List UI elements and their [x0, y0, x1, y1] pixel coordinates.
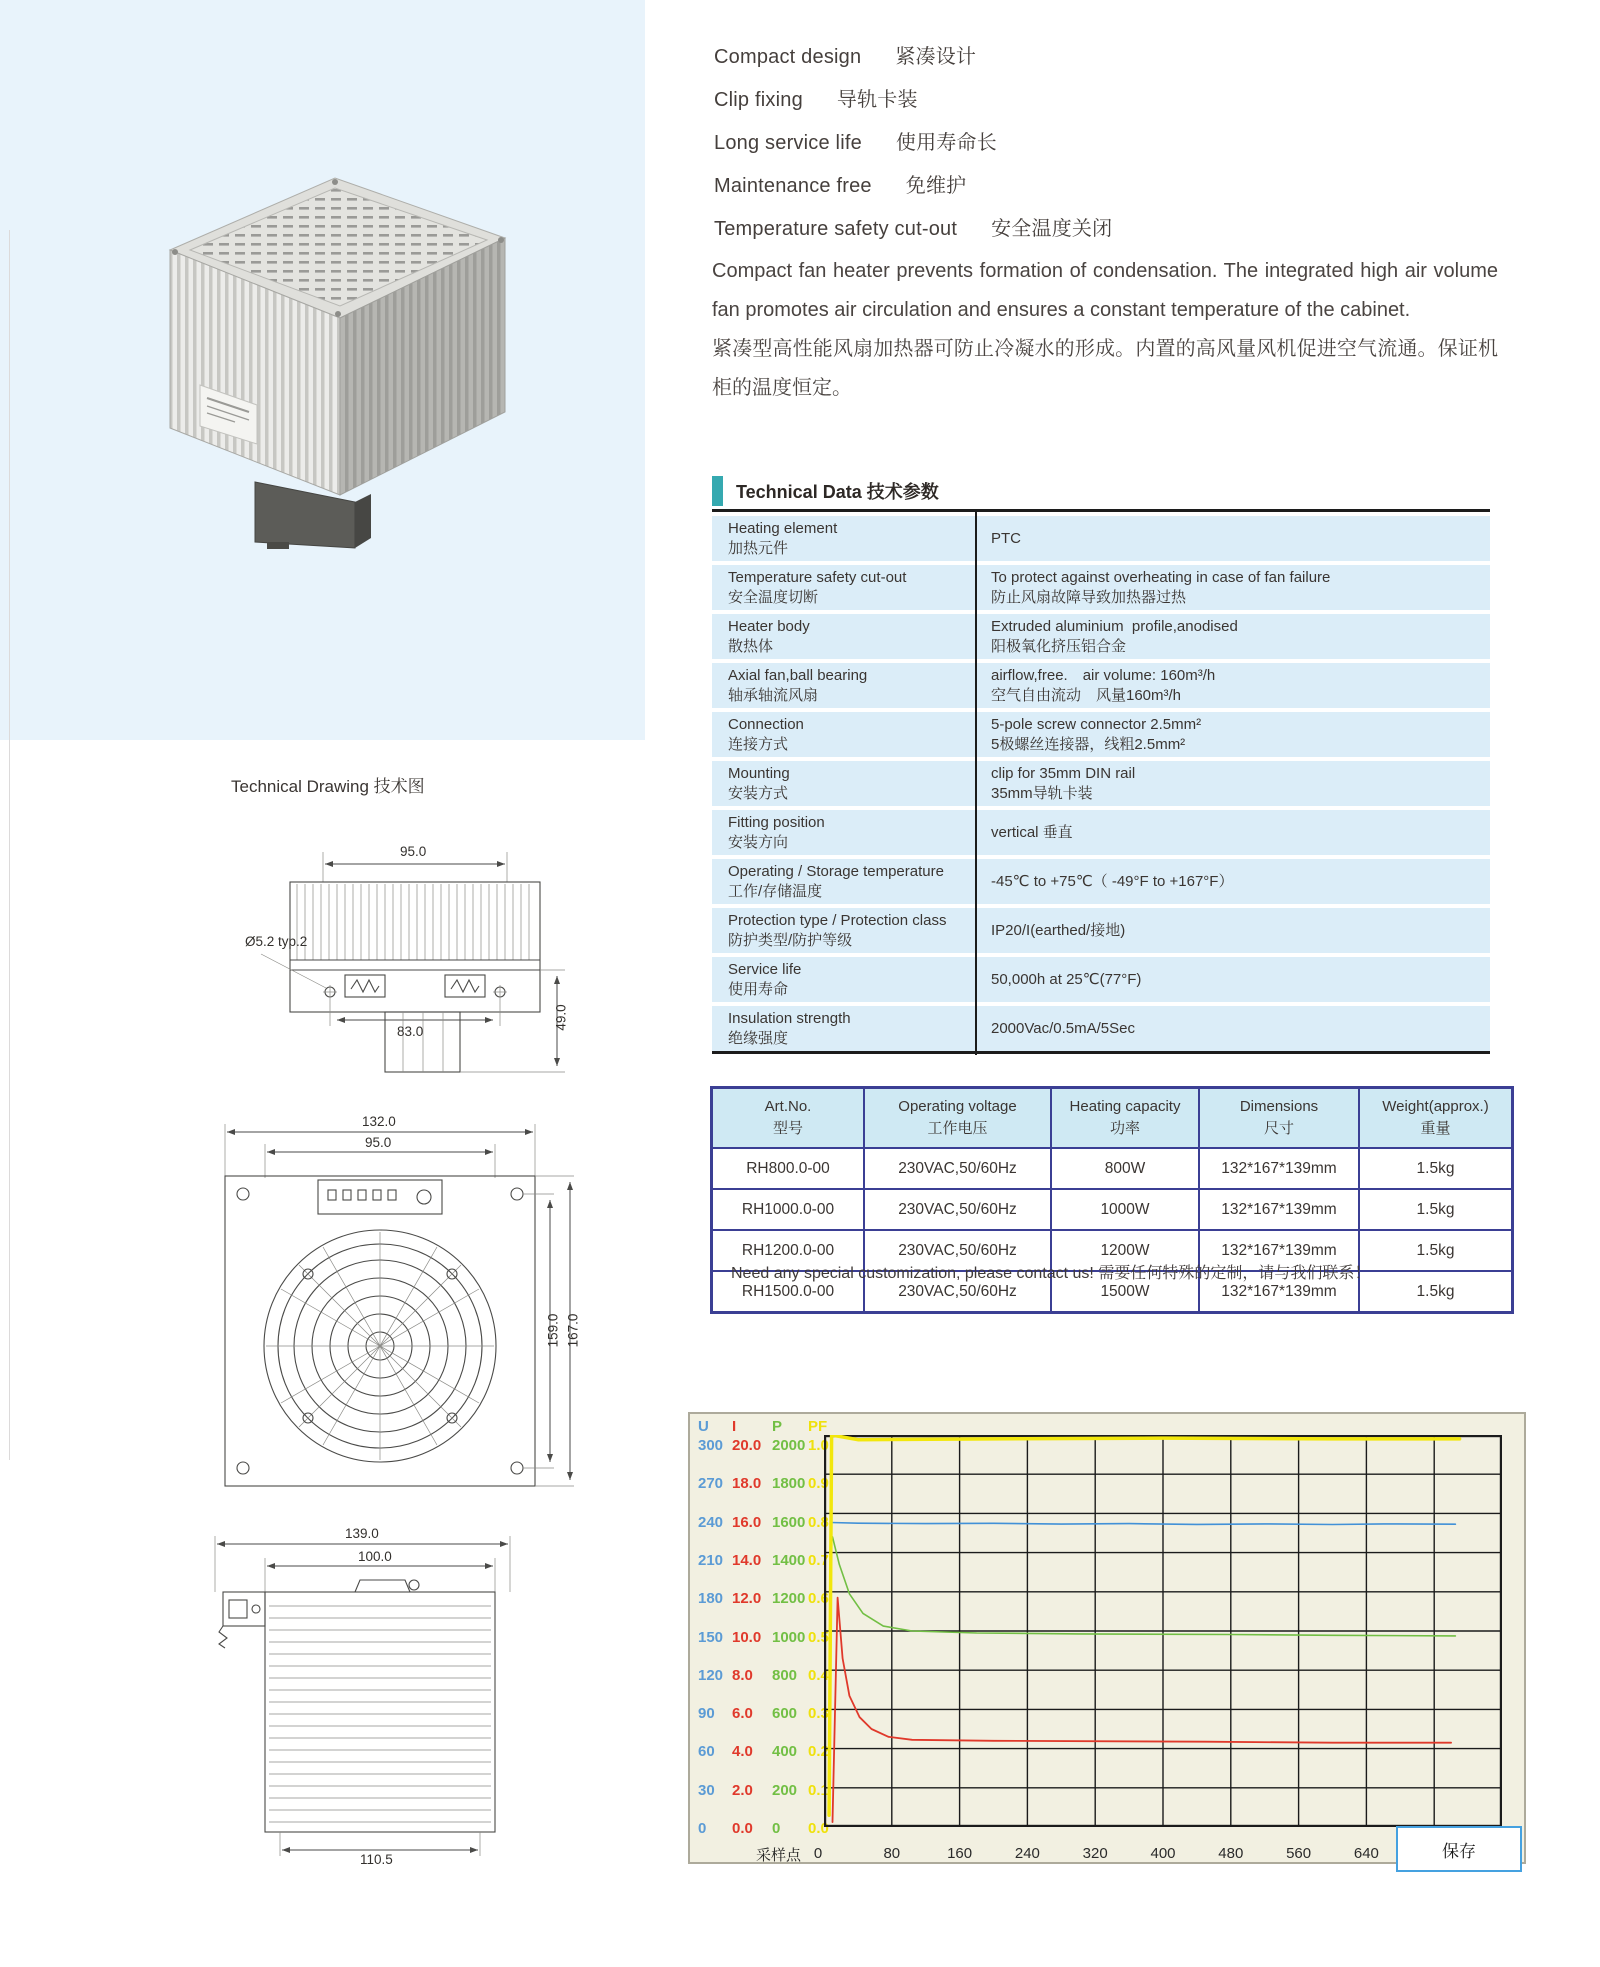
drawing-side-view: [205, 1526, 535, 1870]
tech-value-line: 空气自由流动 风量160m³/h: [991, 686, 1182, 704]
tech-value-line: 5极螺丝连接器，线粗2.5mm²: [991, 735, 1186, 753]
chart-ytick-P: 400: [772, 1743, 798, 1761]
tech-table-row: [712, 859, 1490, 904]
tech-param-line: Heater body: [728, 618, 810, 635]
product-description: [712, 252, 1498, 408]
dim-167: 167.0: [565, 1313, 581, 1348]
chart-xtick: 560: [1286, 1845, 1312, 1862]
product-table-cell: 132*167*139mm: [1199, 1271, 1359, 1313]
tech-value-cell: [975, 614, 1490, 659]
technical-data-title: Technical Data 技术参数: [736, 482, 939, 502]
dim-49: 49.0: [553, 1004, 569, 1031]
header-en: Weight(approx.): [1382, 1098, 1489, 1115]
chart-ytick-PF: 0.6: [808, 1590, 829, 1608]
tech-param-line: Insulation strength: [728, 1010, 851, 1027]
header-en: Heating capacity: [1069, 1098, 1181, 1115]
product-table-cell: RH1500.0-00: [712, 1271, 865, 1313]
tech-table-bottomline: [712, 1051, 1490, 1054]
feature-zh: 免维护: [905, 175, 967, 197]
chart-ytick-I: 0.0: [732, 1820, 753, 1837]
chart-axis-name-U: U: [698, 1418, 709, 1435]
chart-ytick-I: 20.0: [732, 1437, 762, 1454]
save-button[interactable]: 保存: [1396, 1826, 1522, 1872]
dim-132: 132.0: [362, 1114, 396, 1129]
chart-ytick-U: 0: [698, 1820, 707, 1837]
description-zh: 紧凑型高性能风扇加热器可防止冷凝水的形成。内置的高风量风机促进空气流通。保证机柜的温度恒定。: [712, 338, 1498, 399]
product-table-row: [712, 1189, 1513, 1230]
product-table-header: [1199, 1088, 1359, 1149]
chart-ytick-U: 240: [698, 1513, 724, 1531]
chart-ytick-U: 300: [698, 1437, 724, 1454]
tech-param-cell: [712, 565, 975, 610]
tech-value-line: 50,000h at 25℃(77°F): [991, 970, 1142, 988]
tech-table-row: [712, 516, 1490, 561]
product-table-cell: RH800.0-00: [712, 1148, 865, 1189]
tech-value-cell: [975, 663, 1490, 708]
tech-param-line: 防护类型/防护等级: [728, 931, 853, 949]
tech-param-line: 使用寿命: [728, 980, 789, 998]
tech-value-line: 防止风扇故障导致加热器过热: [991, 588, 1187, 606]
tech-param-line: 安全温度切断: [728, 588, 819, 606]
tech-param-cell: [712, 516, 975, 561]
tech-param-line: 工作/存储温度: [728, 882, 823, 900]
drawing-front-view: [210, 1114, 590, 1498]
tech-param-cell: [712, 957, 975, 1002]
tech-value-line: To protect against overheating in case of fan failure: [991, 569, 1331, 586]
dim-95: 95.0: [400, 844, 427, 859]
tech-param-line: Connection: [728, 716, 804, 733]
tech-table-row: [712, 565, 1490, 610]
tech-value-cell: [975, 516, 1490, 561]
chart-xtick: 320: [1082, 1845, 1108, 1862]
product-table-cell: 1.5kg: [1359, 1230, 1513, 1271]
chart-ytick-PF: 0.3: [808, 1705, 829, 1723]
tech-table-row: [712, 810, 1490, 855]
chart-ytick-I: 16.0: [732, 1513, 762, 1531]
tech-param-line: 加热元件: [728, 539, 789, 557]
product-table-cell: 132*167*139mm: [1199, 1230, 1359, 1271]
tech-table-row: [712, 712, 1490, 757]
hole-note: Ø5.2 typ.2: [245, 934, 308, 949]
chart-ytick-PF: 0.9: [808, 1475, 829, 1493]
chart-ytick-I: 6.0: [732, 1705, 753, 1723]
measurement-chart: [688, 1412, 1526, 1864]
chart-ytick-U: 270: [698, 1475, 724, 1493]
chart-xtick: 240: [1014, 1845, 1040, 1862]
chart-ytick-PF: 1.0: [808, 1437, 829, 1454]
chart-ytick-P: 800: [772, 1666, 798, 1684]
tech-param-cell: [712, 859, 975, 904]
chart-ytick-U: 210: [698, 1551, 724, 1569]
chart-series-U: [831, 1523, 1456, 1525]
tech-param-line: Heating element: [728, 520, 838, 537]
dim-95b: 95.0: [365, 1135, 392, 1150]
product-table-cell: 230VAC,50/60Hz: [864, 1230, 1051, 1271]
tech-value-line: 5-pole screw connector 2.5mm²: [991, 716, 1202, 733]
chart-ytick-I: 8.0: [732, 1666, 753, 1684]
drawing-top-view-lines: [245, 842, 585, 1102]
tech-value-cell: [975, 859, 1490, 904]
feature-en: Compact design: [714, 46, 862, 68]
product-table-cell: 230VAC,50/60Hz: [864, 1271, 1051, 1313]
description-en: Compact fan heater prevents formation of condensation. The integrated high air volume fan promotes air circulation and ensures a constant temperature of the cabinet.: [712, 260, 1498, 321]
product-table-cell: RH1200.0-00: [712, 1230, 865, 1271]
feature-en: Maintenance free: [714, 175, 872, 197]
tech-table-divider: [975, 512, 977, 1055]
chart-ytick-U: 30: [698, 1781, 715, 1799]
product-table-header: [1359, 1088, 1513, 1149]
chart-ytick-P: 200: [772, 1781, 798, 1799]
tech-param-line: 连接方式: [728, 735, 789, 753]
tech-param-cell: [712, 1006, 975, 1051]
feature-zh: 使用寿命长: [895, 132, 997, 154]
tech-table-row: [712, 1006, 1490, 1051]
tech-value-cell: [975, 565, 1490, 610]
tech-table-row: [712, 908, 1490, 953]
chart-ytick-U: 120: [698, 1666, 724, 1684]
tech-param-line: 安装方式: [728, 784, 789, 802]
tech-param-line: Service life: [728, 961, 802, 978]
chart-ytick-P: 1800: [772, 1475, 806, 1493]
drawing-front-view-lines: [210, 1118, 590, 1498]
chart-series-PF: [829, 1435, 1460, 1815]
tech-param-cell: [712, 908, 975, 953]
technical-data-header: [712, 476, 939, 506]
product-table-cell: 230VAC,50/60Hz: [864, 1148, 1051, 1189]
chart-axis-name-PF: PF: [808, 1418, 828, 1435]
tech-value-line: vertical 垂直: [991, 823, 1073, 841]
customization-note: Need any special customization, please contact us! 需要任何特殊的定制，请与我们联系！: [731, 1265, 1371, 1282]
photo-panel: [0, 0, 645, 740]
feature-row: [714, 83, 1112, 112]
chart-series-P: [833, 1537, 1456, 1636]
chart-ytick-I: 10.0: [732, 1628, 762, 1646]
tech-value-line: airflow,free. air volume: 160m³/h: [991, 667, 1216, 684]
features-list: [714, 40, 1112, 255]
technical-drawing-title: Technical Drawing 技术图: [231, 777, 425, 796]
chart-ytick-PF: 0.5: [808, 1628, 829, 1646]
chart-ytick-P: 1000: [772, 1628, 806, 1646]
dim-83: 83.0: [397, 1024, 424, 1039]
product-table-header: [864, 1088, 1051, 1149]
chart-ytick-PF: 0.7: [808, 1551, 829, 1569]
tech-table-row: [712, 614, 1490, 659]
chart-ytick-I: 18.0: [732, 1475, 762, 1493]
tech-param-line: Operating / Storage temperature: [728, 863, 944, 880]
drawing-side-view-lines: [205, 1530, 535, 1870]
chart-ytick-U: 60: [698, 1743, 715, 1761]
product-table-cell: 800W: [1051, 1148, 1199, 1189]
header-zh: 功率: [1109, 1120, 1140, 1137]
dim-139: 139.0: [345, 1526, 379, 1541]
tech-param-cell: [712, 810, 975, 855]
tech-param-line: Fitting position: [728, 814, 825, 831]
tech-param-line: 安装方向: [728, 833, 789, 851]
chart-ytick-I: 14.0: [732, 1551, 762, 1569]
technical-data-table: [712, 516, 1490, 1055]
feature-zh: 紧凑设计: [895, 46, 977, 68]
tech-value-line: PTC: [991, 529, 1021, 547]
product-table-cell: 132*167*139mm: [1199, 1189, 1359, 1230]
chart-ytick-PF: 0.4: [808, 1666, 829, 1684]
tech-value-line: -45℃ to +75℃（ -49°F to +167°F）: [991, 872, 1234, 890]
feature-row: [714, 126, 1112, 155]
product-table-cell: 230VAC,50/60Hz: [864, 1189, 1051, 1230]
product-photo-image: [105, 150, 535, 550]
tech-value-line: Extruded aluminium profile,anodised: [991, 618, 1238, 635]
chart-x-axis-title: 采样点: [756, 1847, 802, 1864]
chart-ytick-PF: 0.1: [808, 1781, 829, 1799]
product-table-header-row: [712, 1088, 1513, 1149]
product-table-row: [712, 1148, 1513, 1189]
tech-value-cell: [975, 957, 1490, 1002]
chart-ytick-P: 1600: [772, 1513, 806, 1531]
product-table-cell: 1500W: [1051, 1271, 1199, 1313]
tech-value-line: IP20/I(earthed/接地): [991, 921, 1126, 939]
chart-axis-name-P: P: [772, 1418, 783, 1435]
chart-ytick-U: 180: [698, 1590, 724, 1608]
tech-param-line: 散热体: [728, 637, 774, 655]
dim-110: 110.5: [360, 1852, 393, 1867]
chart-xtick: 480: [1218, 1845, 1244, 1862]
product-table-cell: 1.5kg: [1359, 1189, 1513, 1230]
chart-xtick: 0: [813, 1845, 823, 1862]
chart-ytick-U: 90: [698, 1705, 715, 1723]
tech-table-row: [712, 761, 1490, 806]
page-edge-line: [9, 230, 10, 1460]
product-table-cell: 1.5kg: [1359, 1148, 1513, 1189]
feature-row: [714, 169, 1112, 198]
chart-ytick-I: 2.0: [732, 1781, 753, 1799]
tech-value-cell: [975, 1006, 1490, 1051]
tech-value-line: clip for 35mm DIN rail: [991, 765, 1136, 782]
tech-table-row: [712, 957, 1490, 1002]
chart-ytick-P: 0: [772, 1820, 781, 1837]
dim-159: 159.0: [545, 1313, 561, 1348]
dim-100: 100.0: [358, 1549, 392, 1564]
tech-param-line: Axial fan,ball bearing: [728, 667, 868, 684]
tech-value-line: 2000Vac/0.5mA/5Sec: [991, 1019, 1135, 1037]
tech-param-line: 轴承轴流风扇: [728, 686, 819, 704]
tech-param-line: Temperature safety cut-out: [728, 569, 907, 586]
tech-table-topline: [712, 509, 1490, 512]
chart-ytick-PF: 0.8: [808, 1513, 829, 1531]
tech-param-cell: [712, 712, 975, 757]
chart-ytick-I: 12.0: [732, 1590, 762, 1608]
tech-value-line: 阳极氧化挤压铝合金: [991, 637, 1127, 655]
chart-ytick-I: 4.0: [732, 1743, 753, 1761]
chart-xtick: 160: [947, 1845, 973, 1862]
feature-row: [714, 212, 1112, 241]
drawing-top-view: [245, 842, 585, 1102]
feature-en: Temperature safety cut-out: [714, 218, 958, 240]
chart-ytick-U: 150: [698, 1628, 724, 1646]
header-zh: 型号: [772, 1120, 803, 1137]
chart-ytick-P: 2000: [772, 1437, 806, 1454]
feature-zh: 导轨卡装: [836, 89, 918, 111]
product-table-header: [1051, 1088, 1199, 1149]
header-zh: 工作电压: [927, 1120, 988, 1137]
header-zh: 重量: [1420, 1120, 1451, 1137]
chart-ytick-PF: 0.2: [808, 1743, 829, 1761]
chart-axis-name-I: I: [732, 1418, 737, 1435]
product-table-cell: 1000W: [1051, 1189, 1199, 1230]
tech-value-cell: [975, 712, 1490, 757]
tech-value-line: 35mm导轨卡装: [991, 784, 1093, 802]
tech-value-cell: [975, 908, 1490, 953]
feature-en: Long service life: [714, 132, 862, 154]
chart-plot-area: [824, 1435, 1502, 1827]
product-table-header: [712, 1088, 865, 1149]
product-table-cell: 1200W: [1051, 1230, 1199, 1271]
tech-value-cell: [975, 761, 1490, 806]
chart-ytick-PF: 0.0: [808, 1820, 829, 1837]
product-table-cell: 132*167*139mm: [1199, 1148, 1359, 1189]
tech-param-cell: [712, 614, 975, 659]
feature-zh: 安全温度关闭: [991, 218, 1113, 240]
chart-plot-svg: [824, 1435, 1502, 1827]
product-table-cell: 1.5kg: [1359, 1271, 1513, 1313]
chart-xtick: 400: [1150, 1845, 1176, 1862]
product-table-cell: RH1000.0-00: [712, 1189, 865, 1230]
header-en: Operating voltage: [898, 1098, 1017, 1115]
chart-xtick: 640: [1353, 1845, 1379, 1862]
feature-en: Clip fixing: [714, 89, 803, 111]
feature-row: [714, 40, 1112, 69]
tech-table-row: [712, 663, 1490, 708]
tech-value-cell: [975, 810, 1490, 855]
chart-xtick: 80: [883, 1845, 901, 1862]
header-en: Dimensions: [1239, 1098, 1319, 1115]
tech-param-line: Mounting: [728, 765, 790, 782]
header-en: Art.No.: [764, 1098, 812, 1115]
header-zh: 尺寸: [1263, 1120, 1294, 1137]
chart-ytick-P: 1200: [772, 1590, 806, 1608]
tech-param-line: 绝缘强度: [728, 1029, 789, 1047]
tech-param-line: Protection type / Protection class: [728, 912, 947, 929]
chart-ytick-P: 1400: [772, 1551, 806, 1569]
section-accent-bar: [712, 476, 723, 506]
tech-param-cell: [712, 663, 975, 708]
chart-ytick-P: 600: [772, 1705, 798, 1723]
tech-param-cell: [712, 761, 975, 806]
